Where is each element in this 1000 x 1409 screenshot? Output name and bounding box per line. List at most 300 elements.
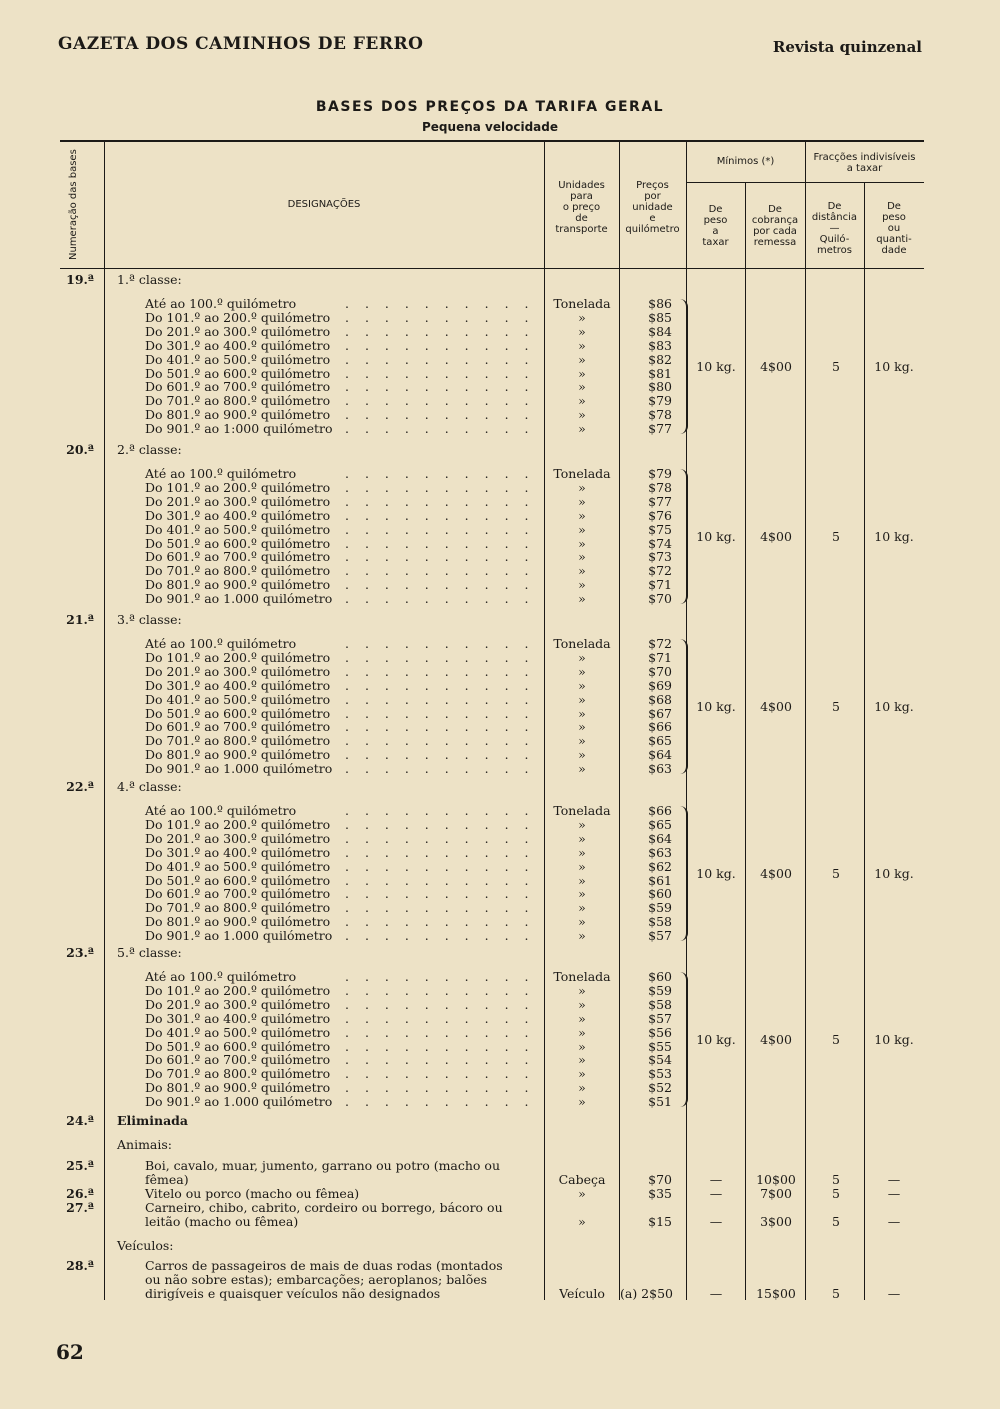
transport-unit: » — [578, 379, 586, 395]
transport-unit: » — [578, 733, 586, 749]
transport-unit: » — [578, 928, 586, 944]
price-cell: $61 — [648, 872, 672, 888]
class-label: 3.ª classe: — [117, 612, 182, 627]
price-cell: $51 — [648, 1094, 672, 1110]
leader-dots: . . . . . . . . . . — [345, 649, 535, 665]
table-row — [0, 1067, 1000, 1081]
base-number: 21.ª — [66, 612, 94, 627]
min-charge: 4$00 — [760, 698, 792, 714]
grouping-brace — [678, 972, 688, 1107]
price-cell: $70 — [648, 591, 672, 607]
table-row — [0, 509, 1000, 523]
distance-range: Do 301.º ao 400.º quilómetro — [145, 1010, 331, 1026]
transport-unit: » — [578, 1052, 586, 1068]
transport-unit: » — [578, 1066, 586, 1082]
transport-unit: » — [578, 816, 586, 832]
distance-range: Do 101.º ao 200.º quilómetro — [145, 816, 331, 832]
transport-unit: Tonelada — [553, 969, 611, 984]
distance-range: Até ao 100.º quilómetro — [145, 296, 297, 311]
class-heading-row — [0, 613, 1000, 627]
transport-unit: » — [578, 493, 586, 509]
distance-range: Do 901.º ao 1.000 quilómetro — [145, 761, 333, 777]
col-header-min-cobranca: De cobrança por cada remessa — [751, 204, 799, 248]
transport-unit: » — [578, 479, 586, 495]
leader-dots: . . . . . . . . . . — [345, 914, 535, 930]
distance-range: Do 401.º ao 500.º quilómetro — [145, 351, 331, 367]
distance-range: Do 501.º ao 600.º quilómetro — [145, 365, 331, 381]
distance-range: Do 901.º ao 1.000 quilómetro — [145, 591, 333, 607]
transport-unit: » — [578, 663, 586, 679]
leader-dots: . . . . . . . . . . — [345, 379, 535, 395]
distance-range: Do 301.º ao 400.º quilómetro — [145, 677, 331, 693]
leader-dots: . . . . . . . . . . — [345, 761, 535, 777]
distance-range: Até ao 100.º quilómetro — [145, 636, 297, 651]
distance-range: Do 401.º ao 500.º quilómetro — [145, 691, 331, 707]
leader-dots: . . . . . . . . . . — [345, 577, 535, 593]
class-minimums-row — [0, 867, 1000, 881]
price-cell: $59 — [648, 900, 672, 916]
leader-dots: . . . . . . . . . . — [345, 479, 535, 495]
transport-unit: » — [578, 996, 586, 1012]
leader-dots: . . . . . . . . . . — [345, 886, 535, 902]
leader-dots: . . . . . . . . . . — [345, 296, 535, 311]
price-cell: $78 — [648, 407, 672, 423]
leader-dots: . . . . . . . . . . — [345, 858, 535, 874]
leader-dots: . . . . . . . . . . — [345, 719, 535, 735]
leader-dots: . . . . . . . . . . — [345, 535, 535, 551]
section-label: Animais: — [117, 1137, 173, 1152]
leader-dots: . . . . . . . . . . — [345, 591, 535, 607]
distance-range: Até ao 100.º quilómetro — [145, 466, 297, 481]
distance-range: Do 401.º ao 500.º quilómetro — [145, 1024, 331, 1040]
distance-range: Do 601.º ao 700.º quilómetro — [145, 886, 331, 902]
leader-dots: . . . . . . . . . . — [345, 830, 535, 846]
leader-dots: . . . . . . . . . . — [345, 663, 535, 679]
class-minimums-row — [0, 1033, 1000, 1047]
transport-unit: » — [578, 649, 586, 665]
fraction-weight: 10 kg. — [874, 1031, 914, 1047]
leader-dots: . . . . . . . . . . — [345, 900, 535, 916]
distance-range: Do 901.º ao 1.000 quilómetro — [145, 928, 333, 944]
distance-range: Do 401.º ao 500.º quilómetro — [145, 521, 331, 537]
distance-range: Do 801.º ao 900.º quilómetro — [145, 407, 331, 423]
distance-range: Do 301.º ao 400.º quilómetro — [145, 507, 331, 523]
price-cell: $77 — [648, 421, 672, 437]
table-row: 27.ª Carneiro, chibo, cabrito, cordeiro ou borrego, bácoro ou — [66, 1200, 503, 1215]
leader-dots: . . . . . . . . . . — [345, 337, 535, 353]
price-cell: $75 — [648, 521, 672, 537]
transport-unit: Tonelada — [553, 296, 611, 311]
distance-range: Do 801.º ao 900.º quilómetro — [145, 1080, 331, 1096]
transport-unit: Tonelada — [553, 803, 611, 818]
fraction-distance: 5 — [832, 358, 840, 374]
distance-range: Do 501.º ao 600.º quilómetro — [145, 535, 331, 551]
class-minimums-row — [0, 360, 1000, 374]
col-header-precos: Preços por unidade e quilómetro — [625, 180, 680, 235]
table-row — [0, 762, 1000, 776]
leader-dots: . . . . . . . . . . — [345, 1010, 535, 1026]
transport-unit: » — [578, 914, 586, 930]
class-heading-row — [0, 780, 1000, 794]
leader-dots: . . . . . . . . . . — [345, 351, 535, 367]
price-cell: $84 — [648, 323, 672, 339]
col-header-designacoes: DESIGNAÇÕES — [287, 199, 361, 210]
price-cell: $58 — [648, 914, 672, 930]
transport-unit: » — [578, 365, 586, 381]
table-row — [0, 380, 1000, 394]
leader-dots: . . . . . . . . . . — [345, 1080, 535, 1096]
transport-unit: » — [578, 982, 586, 998]
fraction-distance: 5 — [832, 528, 840, 544]
header-bottom-rule — [60, 268, 924, 269]
distance-range: Até ao 100.º quilómetro — [145, 969, 297, 984]
fraction-weight: 10 kg. — [874, 358, 914, 374]
distance-range: Do 101.º ao 200.º quilómetro — [145, 982, 331, 998]
distance-range: Do 901.º ao 1:000 quilómetro — [145, 421, 333, 437]
leader-dots: . . . . . . . . . . — [345, 309, 535, 325]
price-cell: $80 — [648, 379, 672, 395]
distance-range: Do 301.º ao 400.º quilómetro — [145, 844, 331, 860]
table-row — [0, 481, 1000, 495]
distance-range: Do 701.º ao 800.º quilómetro — [145, 1066, 331, 1082]
price-cell: $72 — [648, 636, 672, 651]
table-row — [0, 297, 1000, 311]
transport-unit: » — [578, 844, 586, 860]
distance-range: Do 601.º ao 700.º quilómetro — [145, 719, 331, 735]
col-header-min-peso: De peso a taxar — [702, 204, 729, 248]
price-cell: $53 — [648, 1066, 672, 1082]
fraction-distance: 5 — [832, 865, 840, 881]
transport-unit: » — [578, 719, 586, 735]
price-cell: $64 — [648, 830, 672, 846]
distance-range: Do 801.º ao 900.º quilómetro — [145, 914, 331, 930]
distance-range: Do 801.º ao 900.º quilómetro — [145, 577, 331, 593]
table-row: 24.ª Eliminada — [66, 1113, 189, 1128]
transport-unit: » — [578, 407, 586, 423]
leader-dots: . . . . . . . . . . — [345, 393, 535, 409]
price-cell: $76 — [648, 507, 672, 523]
fraction-distance: 5 — [832, 1031, 840, 1047]
table-row: leitão (macho ou fêmea) » $15 — 3$00 5 — — [145, 1214, 901, 1229]
min-weight: 10 kg. — [696, 358, 736, 374]
min-charge: 4$00 — [760, 1031, 792, 1047]
transport-unit: » — [578, 421, 586, 437]
distance-range: Do 701.º ao 800.º quilómetro — [145, 900, 331, 916]
leader-dots: . . . . . . . . . . — [345, 803, 535, 818]
transport-unit: » — [578, 886, 586, 902]
grouping-brace — [678, 806, 688, 941]
leader-dots: . . . . . . . . . . — [345, 521, 535, 537]
col-header-fr-peso: De peso ou quanti- dade — [876, 201, 912, 256]
class-heading-row — [0, 946, 1000, 960]
journal-title: GAZETA DOS CAMINHOS DE FERRO — [58, 34, 424, 54]
table-row: dirigíveis e quaisquer veículos não designados Veículo (a) 2$50 — 15$00 5 — — [145, 1286, 901, 1301]
table-row — [0, 929, 1000, 943]
table-row: fêmea) Cabeça $70 — 10$00 5 — — [145, 1172, 901, 1187]
leader-dots: . . . . . . . . . . — [345, 636, 535, 651]
distance-range: Do 201.º ao 300.º quilómetro — [145, 663, 331, 679]
class-label: 5.ª classe: — [117, 945, 182, 960]
leader-dots: . . . . . . . . . . — [345, 563, 535, 579]
transport-unit: Tonelada — [553, 466, 611, 481]
class-minimums-row — [0, 530, 1000, 544]
price-cell: $73 — [648, 549, 672, 565]
table-row — [0, 651, 1000, 665]
distance-range: Do 701.º ao 800.º quilómetro — [145, 393, 331, 409]
table-row — [0, 637, 1000, 651]
leader-dots: . . . . . . . . . . — [345, 365, 535, 381]
table-row — [0, 578, 1000, 592]
table-row — [0, 550, 1000, 564]
distance-range: Do 601.º ao 700.º quilómetro — [145, 1052, 331, 1068]
leader-dots: . . . . . . . . . . — [345, 982, 535, 998]
leader-dots: . . . . . . . . . . — [345, 996, 535, 1012]
distance-range: Do 501.º ao 600.º quilómetro — [145, 872, 331, 888]
leader-dots: . . . . . . . . . . — [345, 493, 535, 509]
col-header-fr-distancia: De distância — Quiló- metros — [811, 201, 858, 256]
table-row — [0, 408, 1000, 422]
leader-dots: . . . . . . . . . . — [345, 1052, 535, 1068]
price-cell: $81 — [648, 365, 672, 381]
fraction-weight: 10 kg. — [874, 528, 914, 544]
table-subtitle: Pequena velocidade — [422, 120, 558, 134]
leader-dots: . . . . . . . . . . — [345, 407, 535, 423]
table-row — [0, 467, 1000, 481]
distance-range: Do 101.º ao 200.º quilómetro — [145, 649, 331, 665]
leader-dots: . . . . . . . . . . — [345, 816, 535, 832]
leader-dots: . . . . . . . . . . — [345, 466, 535, 481]
class-label: 4.ª classe: — [117, 779, 182, 794]
class-heading-row — [0, 273, 1000, 287]
price-cell: $65 — [648, 816, 672, 832]
table-row — [0, 846, 1000, 860]
leader-dots: . . . . . . . . . . — [345, 705, 535, 721]
transport-unit: » — [578, 591, 586, 607]
table-row — [0, 901, 1000, 915]
price-cell: $59 — [648, 982, 672, 998]
price-cell: $79 — [648, 466, 672, 481]
transport-unit: » — [578, 900, 586, 916]
transport-unit: » — [578, 1038, 586, 1054]
transport-unit: » — [578, 1024, 586, 1040]
price-cell: $58 — [648, 996, 672, 1012]
fraction-weight: 10 kg. — [874, 698, 914, 714]
transport-unit: » — [578, 858, 586, 874]
distance-range: Do 901.º ao 1.000 quilómetro — [145, 1094, 333, 1110]
transport-unit: » — [578, 393, 586, 409]
base-number: 23.ª — [66, 945, 94, 960]
price-cell: $60 — [648, 969, 672, 984]
table-row — [0, 394, 1000, 408]
distance-range: Do 401.º ao 500.º quilómetro — [145, 858, 331, 874]
table-row — [0, 984, 1000, 998]
class-label: 1.ª classe: — [117, 272, 182, 287]
table-row — [0, 325, 1000, 339]
transport-unit: » — [578, 761, 586, 777]
transport-unit: » — [578, 351, 586, 367]
price-cell: $77 — [648, 493, 672, 509]
grouping-brace — [678, 639, 688, 774]
distance-range: Do 701.º ao 800.º quilómetro — [145, 563, 331, 579]
price-cell: $85 — [648, 309, 672, 325]
col-header-unidades: Unidades para o preço de transporte — [555, 180, 608, 235]
table-row — [0, 564, 1000, 578]
page-number: 62 — [56, 1340, 84, 1364]
leader-dots: . . . . . . . . . . — [345, 969, 535, 984]
transport-unit: » — [578, 677, 586, 693]
table-row — [0, 998, 1000, 1012]
leader-dots: . . . . . . . . . . — [345, 928, 535, 944]
col-header-fraccoes: Fracções indivisíveis a taxar — [813, 152, 916, 174]
leader-dots: . . . . . . . . . . — [345, 691, 535, 707]
price-cell: $60 — [648, 886, 672, 902]
transport-unit: » — [578, 507, 586, 523]
price-cell: $74 — [648, 535, 672, 551]
table-row — [0, 970, 1000, 984]
price-cell: $68 — [648, 691, 672, 707]
distance-range: Até ao 100.º quilómetro — [145, 803, 297, 818]
table-row — [0, 818, 1000, 832]
table-row — [0, 422, 1000, 436]
transport-unit: » — [578, 563, 586, 579]
table-row — [0, 1012, 1000, 1026]
price-cell: $65 — [648, 733, 672, 749]
price-cell: $55 — [648, 1038, 672, 1054]
price-cell: $69 — [648, 677, 672, 693]
table-row — [0, 1095, 1000, 1109]
min-charge: 4$00 — [760, 865, 792, 881]
distance-range: Do 801.º ao 900.º quilómetro — [145, 747, 331, 763]
price-cell: $66 — [648, 803, 672, 818]
table-row — [0, 339, 1000, 353]
transport-unit: » — [578, 337, 586, 353]
price-cell: $79 — [648, 393, 672, 409]
distance-range: Do 201.º ao 300.º quilómetro — [145, 493, 331, 509]
table-row: ou não sobre estas); embarcações; aeroplanos; balões — [145, 1272, 488, 1287]
transport-unit: » — [578, 1094, 586, 1110]
price-cell: $52 — [648, 1080, 672, 1096]
transport-unit: » — [578, 309, 586, 325]
min-weight: 10 kg. — [696, 698, 736, 714]
price-cell: $78 — [648, 479, 672, 495]
table-title: BASES DOS PREÇOS DA TARIFA GERAL — [315, 99, 665, 115]
leader-dots: . . . . . . . . . . — [345, 733, 535, 749]
class-heading-row — [0, 443, 1000, 457]
transport-unit: » — [578, 521, 586, 537]
distance-range: Do 201.º ao 300.º quilómetro — [145, 323, 331, 339]
distance-range: Do 201.º ao 300.º quilómetro — [145, 830, 331, 846]
price-cell: $64 — [648, 747, 672, 763]
price-cell: $57 — [648, 928, 672, 944]
min-charge: 4$00 — [760, 358, 792, 374]
price-cell: $67 — [648, 705, 672, 721]
distance-range: Do 301.º ao 400.º quilómetro — [145, 337, 331, 353]
transport-unit: » — [578, 830, 586, 846]
journal-subtitle: Revista quinzenal — [772, 38, 922, 56]
table-row — [0, 832, 1000, 846]
table-row — [0, 915, 1000, 929]
transport-unit: » — [578, 323, 586, 339]
transport-unit: » — [578, 577, 586, 593]
price-cell: $66 — [648, 719, 672, 735]
grouping-brace — [678, 299, 688, 434]
table-row — [0, 1081, 1000, 1095]
leader-dots: . . . . . . . . . . — [345, 421, 535, 437]
price-cell: $83 — [648, 337, 672, 353]
distance-range: Do 601.º ao 700.º quilómetro — [145, 549, 331, 565]
leader-dots: . . . . . . . . . . — [345, 549, 535, 565]
table-top-rule — [60, 140, 924, 142]
price-cell: $56 — [648, 1024, 672, 1040]
price-cell: $57 — [648, 1010, 672, 1026]
leader-dots: . . . . . . . . . . — [345, 1066, 535, 1082]
table-row — [0, 495, 1000, 509]
leader-dots: . . . . . . . . . . — [345, 323, 535, 339]
min-charge: 4$00 — [760, 528, 792, 544]
table-row — [0, 748, 1000, 762]
leader-dots: . . . . . . . . . . — [345, 677, 535, 693]
fraction-distance: 5 — [832, 698, 840, 714]
price-cell: $70 — [648, 663, 672, 679]
col-header-numeracao: Numeração das bases — [68, 149, 79, 260]
class-minimums-row — [0, 700, 1000, 714]
table-row — [0, 887, 1000, 901]
min-weight: 10 kg. — [696, 1031, 736, 1047]
price-cell: $63 — [648, 761, 672, 777]
leader-dots: . . . . . . . . . . — [345, 1024, 535, 1040]
distance-range: Do 101.º ao 200.º quilómetro — [145, 479, 331, 495]
table-row — [0, 804, 1000, 818]
price-cell: $54 — [648, 1052, 672, 1068]
price-cell: $82 — [648, 351, 672, 367]
base-number: 22.ª — [66, 779, 94, 794]
distance-range: Do 201.º ao 300.º quilómetro — [145, 996, 331, 1012]
base-number: 20.ª — [66, 442, 94, 457]
transport-unit: Tonelada — [553, 636, 611, 651]
table-row — [0, 592, 1000, 606]
price-cell: $63 — [648, 844, 672, 860]
table-row: 28.ª Carros de passageiros de mais de duas rodas (montados — [66, 1258, 503, 1273]
leader-dots: . . . . . . . . . . — [345, 1094, 535, 1110]
leader-dots: . . . . . . . . . . — [345, 872, 535, 888]
distance-range: Do 501.º ao 600.º quilómetro — [145, 1038, 331, 1054]
distance-range: Do 101.º ao 200.º quilómetro — [145, 309, 331, 325]
table-row — [0, 311, 1000, 325]
leader-dots: . . . . . . . . . . — [345, 1038, 535, 1054]
table-row — [0, 679, 1000, 693]
price-cell: $71 — [648, 577, 672, 593]
distance-range: Do 501.º ao 600.º quilómetro — [145, 705, 331, 721]
transport-unit: » — [578, 549, 586, 565]
leader-dots: . . . . . . . . . . — [345, 747, 535, 763]
transport-unit: » — [578, 535, 586, 551]
transport-unit: » — [578, 705, 586, 721]
price-cell: $72 — [648, 563, 672, 579]
table-row — [0, 734, 1000, 748]
min-weight: 10 kg. — [696, 528, 736, 544]
price-cell: $86 — [648, 296, 672, 311]
table-row — [0, 720, 1000, 734]
distance-range: Do 701.º ao 800.º quilómetro — [145, 733, 331, 749]
transport-unit: » — [578, 1010, 586, 1026]
transport-unit: » — [578, 691, 586, 707]
distance-range: Do 601.º ao 700.º quilómetro — [145, 379, 331, 395]
table-row: 26.ª Vitelo ou porco (macho ou fêmea) » $35 — 7$00 5 — — [66, 1186, 901, 1201]
transport-unit: » — [578, 872, 586, 888]
table-row — [0, 665, 1000, 679]
table-row: 25.ª Boi, cavalo, muar, jumento, garrano ou potro (macho ou — [66, 1158, 501, 1173]
price-cell: $71 — [648, 649, 672, 665]
